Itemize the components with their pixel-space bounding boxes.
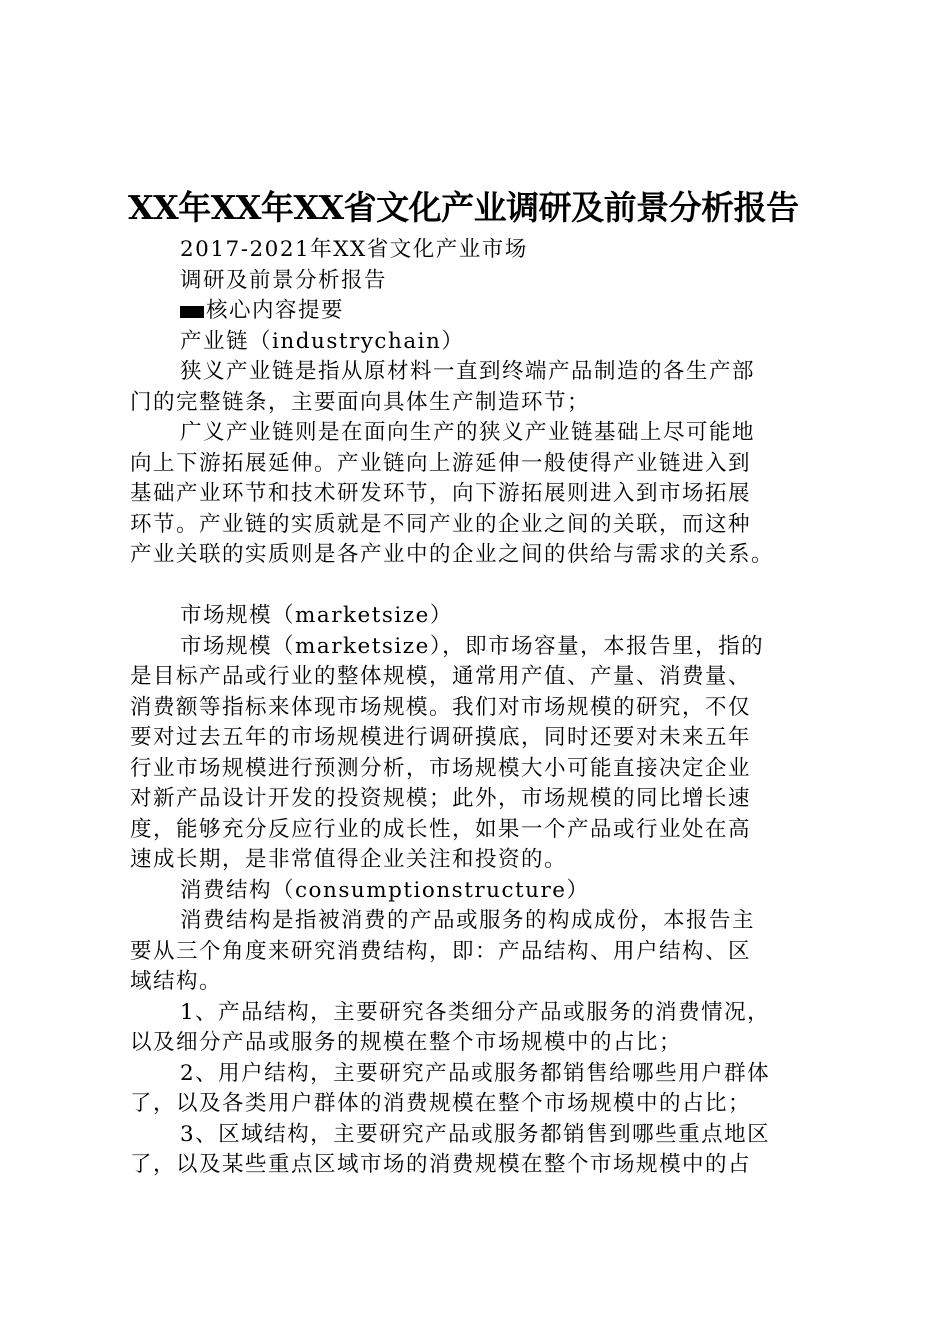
line-text: 是目标产品或行业的整体规模，通常用产值、产量、消费量、 xyxy=(130,664,752,689)
body-line xyxy=(130,510,840,541)
body-line xyxy=(130,662,840,693)
line-text: 产业关联的实质则是各产业中的企业之间的供给与需求的关系。 xyxy=(130,542,775,567)
line-text: 调研及前景分析报告 xyxy=(180,267,388,293)
line-text: 产业链（industrychain） xyxy=(180,328,465,354)
line-text: 广义产业链则是在面向生产的狭义产业链基础上尽可能地 xyxy=(180,420,756,445)
line-text: 要从三个角度来研究消费结构，即：产品结构、用户结构、区 xyxy=(130,938,752,964)
body-line xyxy=(130,479,840,510)
body-line xyxy=(130,1120,840,1151)
line-text: 度，能够充分反应行业的成长性，如果一个产品或行业处在高 xyxy=(130,816,752,842)
document-body xyxy=(130,235,840,1181)
line-text: 以及细分产品或服务的规模在整个市场规模中的占比； xyxy=(130,1030,683,1055)
line-text: 行业市场规模进行预测分析，市场规模大小可能直接决定企业 xyxy=(130,755,752,781)
body-line xyxy=(130,266,840,297)
line-text: 2017-2021年XX省文化产业市场 xyxy=(180,237,528,262)
line-text: 对新产品设计开发的投资规模；此外，市场规模的同比增长速 xyxy=(130,786,752,811)
body-line xyxy=(130,632,840,663)
line-text: 市场规模（marketsize），即市场容量，本报告里，指的 xyxy=(180,633,765,659)
bullet-marker-icon xyxy=(180,306,204,318)
line-text: 门的完整链条，主要面向具体生产制造环节； xyxy=(130,389,591,415)
line-text: 环节。产业链的实质就是不同产业的企业之间的关联，而这种 xyxy=(130,511,752,537)
line-text: 2、用户结构，主要研究产品或服务都销售给哪些用户群体 xyxy=(180,1060,771,1086)
body-line xyxy=(130,876,840,907)
body-line xyxy=(130,815,840,846)
line-text: 消费额等指标来体现市场规模。我们对市场规模的研究，不仅 xyxy=(130,694,752,720)
body-line xyxy=(130,357,840,388)
line-text: 向上下游拓展延伸。产业链向上游延伸一般使得产业链进入到 xyxy=(130,450,752,476)
line-text: 了，以及各类用户群体的消费规模在整个市场规模中的占比； xyxy=(130,1091,752,1116)
body-line xyxy=(130,388,840,419)
body-line xyxy=(130,1089,840,1120)
body-line xyxy=(130,723,840,754)
body-line xyxy=(130,906,840,937)
body-line xyxy=(130,998,840,1029)
body-line xyxy=(130,540,840,571)
line-text: 狭义产业链是指从原材料一直到终端产品制造的各生产部 xyxy=(180,359,756,384)
line-text: 1、产品结构，主要研究各类细分产品或服务的消费情况， xyxy=(180,999,771,1025)
line-text: 消费结构（consumptionstructure） xyxy=(180,877,590,903)
line-text: 域结构。 xyxy=(130,969,223,994)
line-text: 核心内容提要 xyxy=(206,298,345,323)
body-line xyxy=(130,937,840,968)
line-text: 3、区域结构，主要研究产品或服务都销售到哪些重点地区 xyxy=(180,1121,771,1147)
body-line xyxy=(130,1150,840,1181)
body-line xyxy=(130,754,840,785)
body-line xyxy=(130,845,840,876)
body-line xyxy=(130,418,840,449)
line-text: 要对过去五年的市场规模进行调研摸底，同时还要对未来五年 xyxy=(130,725,752,750)
body-line xyxy=(130,327,840,358)
line-text: 了，以及某些重点区域市场的消费规模在整个市场规模中的占 xyxy=(130,1152,752,1177)
blank-line xyxy=(130,571,840,602)
body-line xyxy=(130,601,840,632)
line-text: 基础产业环节和技术研发环节，向下游拓展则进入到市场拓展 xyxy=(130,481,752,506)
body-line xyxy=(130,296,840,327)
body-line xyxy=(130,693,840,724)
body-line xyxy=(130,967,840,998)
body-line xyxy=(130,235,840,266)
line-text: 速成长期，是非常值得企业关注和投资的。 xyxy=(130,847,568,872)
body-line xyxy=(130,784,840,815)
body-line xyxy=(130,1028,840,1059)
line-text: 消费结构是指被消费的产品或服务的构成成份，本报告主 xyxy=(180,908,756,933)
line-text: 市场规模（marketsize） xyxy=(180,603,453,628)
document-title: XX年XX年XX省文化产业调研及前景分析报告 xyxy=(128,188,799,227)
body-line xyxy=(130,449,840,480)
body-line xyxy=(130,1059,840,1090)
